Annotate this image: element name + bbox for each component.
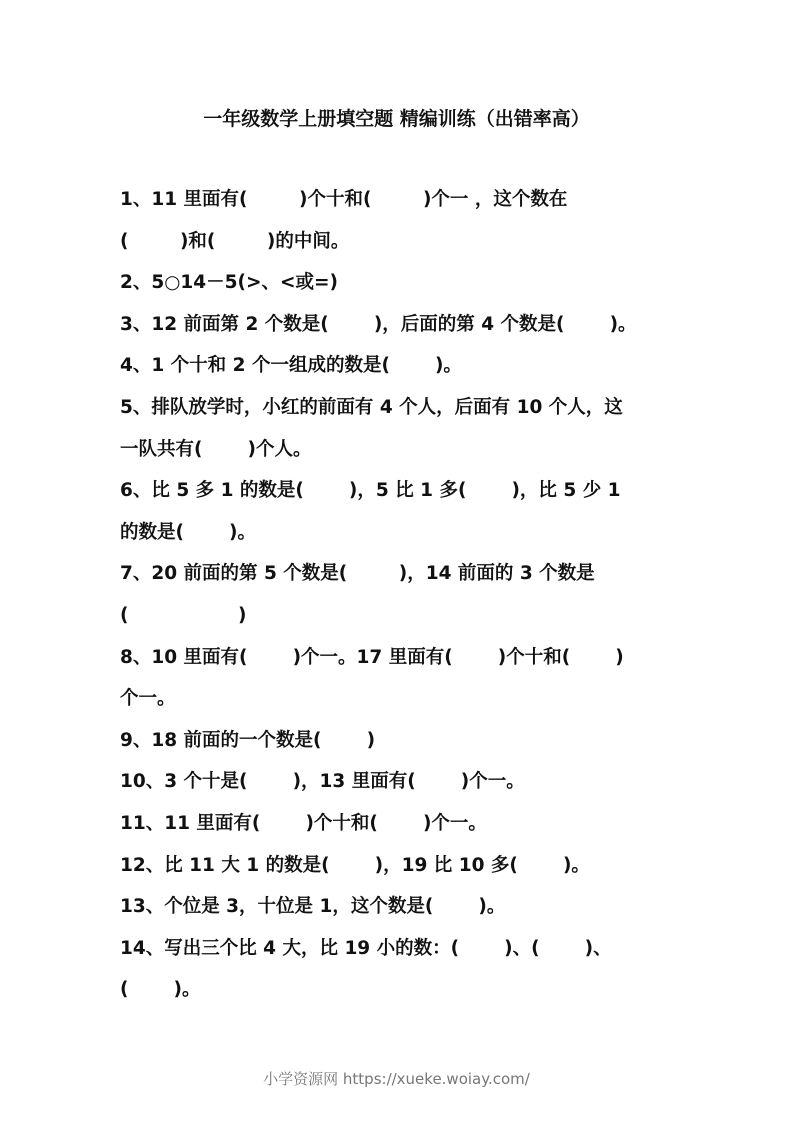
question-line: 13、个位是 3，十位是 1，这个数是( )。 bbox=[120, 896, 506, 918]
question-line: 9、18 前面的一个数是( ) bbox=[120, 729, 376, 751]
question-line: 3、12 前面第 2 个数是( )，后面的第 4 个数是( )。 bbox=[120, 313, 637, 335]
footer-watermark: 小学资源网 https://xueke.woiay.com/ bbox=[263, 1070, 530, 1088]
question-line: 4、1 个十和 2 个一组成的数是( )。 bbox=[120, 355, 462, 377]
question-line: 11、11 里面有( )个十和( )个一。 bbox=[120, 813, 487, 834]
question-line: 2、5○14－5(>、<或=) bbox=[120, 272, 338, 294]
question-line: 的数是( )。 bbox=[120, 521, 256, 543]
question-line: 12、比 11 大 1 的数是( )，19 比 10 多( )。 bbox=[120, 854, 590, 876]
question-line: 一队共有( )个人。 bbox=[120, 438, 312, 460]
question-line: 个一。 bbox=[120, 688, 176, 710]
question-line: ( ) bbox=[120, 605, 247, 626]
question-line: ( )和( )的中间。 bbox=[120, 230, 350, 252]
question-line: 10、3 个十是( )，13 里面有( )个一。 bbox=[120, 771, 525, 793]
question-line: ( )。 bbox=[120, 979, 201, 1001]
page-title: 一年级数学上册填空题 精编训练（出错率高） bbox=[203, 108, 590, 130]
question-line: 5、排队放学时，小红的前面有 4 个人，后面有 10 个人，这 bbox=[120, 397, 623, 418]
question-line: 8、10 里面有( )个一。17 里面有( )个十和( ) bbox=[120, 646, 624, 668]
question-line: 7、20 前面的第 5 个数是( )，14 前面的 3 个数是 bbox=[120, 563, 595, 585]
question-line: 6、比 5 多 1 的数是( )，5 比 1 多( )，比 5 少 1 bbox=[120, 480, 621, 502]
question-line: 14、写出三个比 4 大，比 19 小的数：( )、( )、 bbox=[120, 937, 612, 959]
question-line: 1、11 里面有( )个十和( )个一 ，这个数在 bbox=[120, 189, 568, 210]
